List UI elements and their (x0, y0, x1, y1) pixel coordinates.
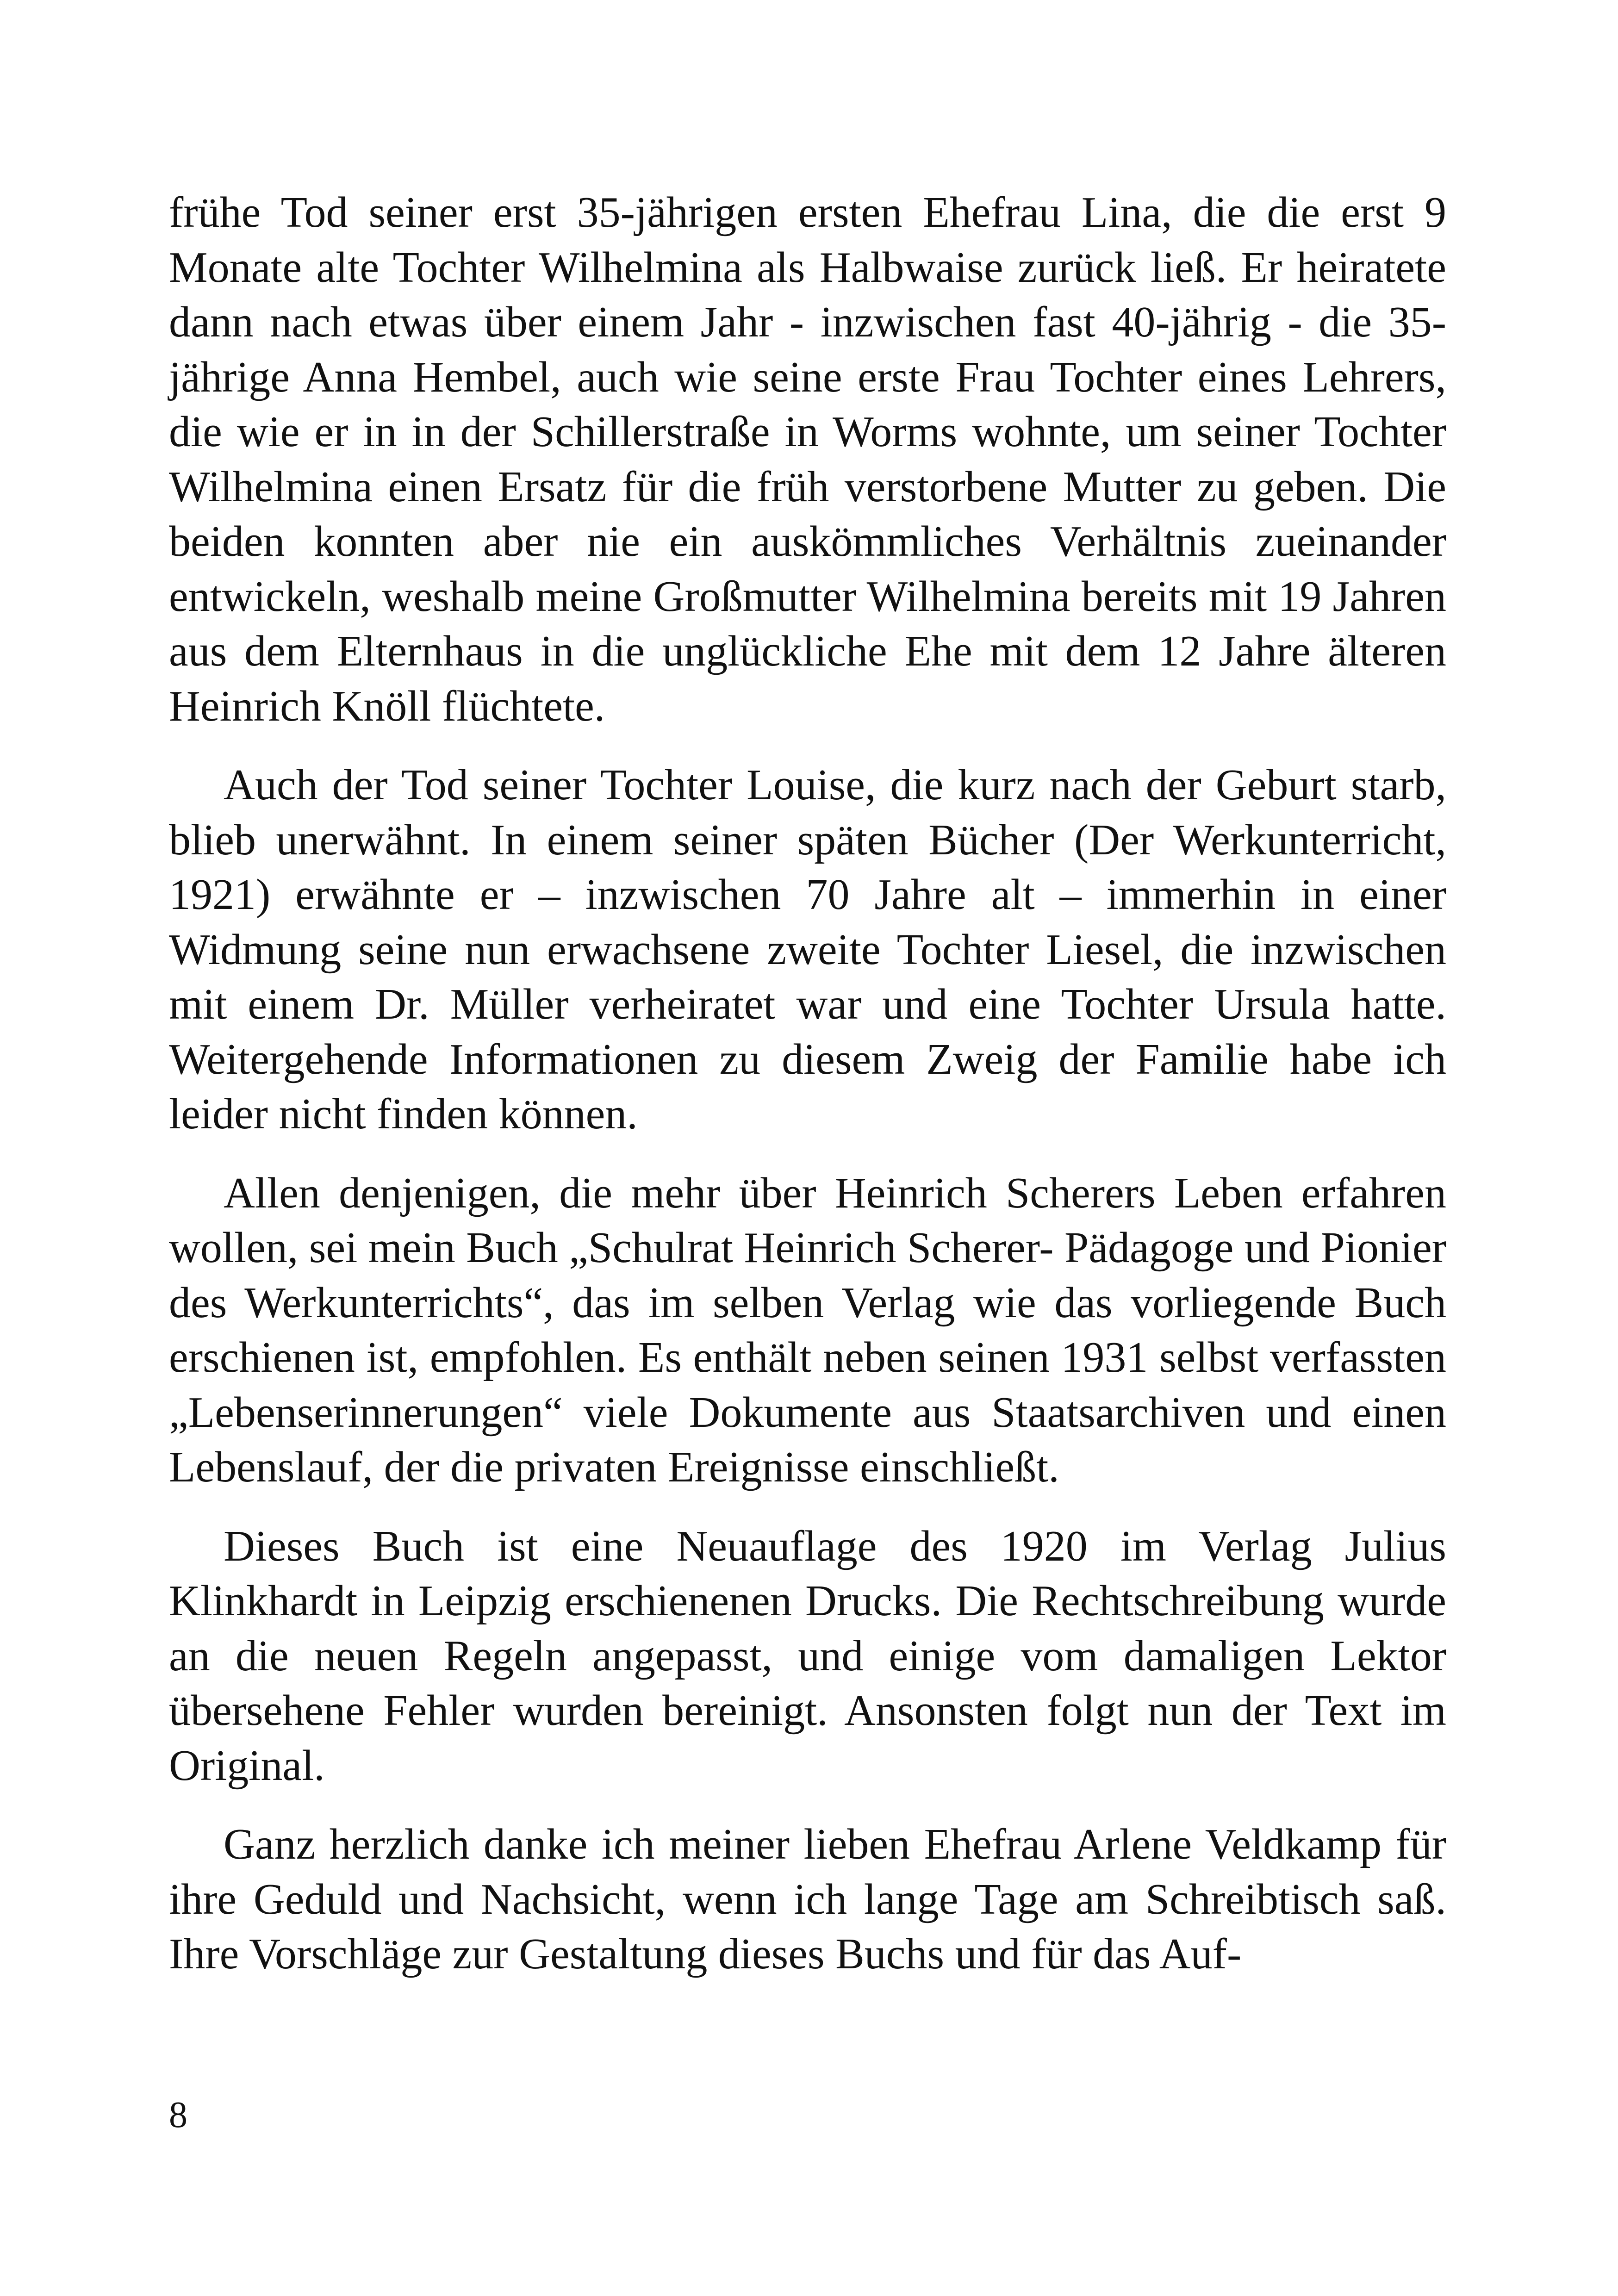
paragraph-1: frühe Tod seiner erst 35-jährigen ersten Ehefrau Lina, die die erst 9 Monate alte Tochter Wilhelmina als Halbwaise zurück ließ. Er heiratete dann nach etwas über einem Jahr - inzwischen fast 40-jährig - die 35-jährige Anna Hembel, auch wie seine erste Frau Tochter eines Lehrers, die wie er in in der Schillerstraße in Worms wohnte, um seiner Tochter Wilhelmina einen Ersatz für die früh verstorbene Mutter zu geben. Die beiden konnten aber nie ein auskömmliches Verhältnis zueinander entwickeln, weshalb meine Großmutter Wilhelmina bereits mit 19 Jahren aus dem Elternhaus in die unglückliche Ehe mit dem 12 Jahre älteren Heinrich Knöll flüchtete. (169, 188, 1446, 730)
paragraph-4: Dieses Buch ist eine Neuauflage des 1920 im Verlag Julius Klinkhardt in Leipzig erschienenen Drucks. Die Rechtschreibung wurde an die neuen Regeln angepasst, und einige vom damaligen Lektor übersehene Fehler wurden bereinigt. Ansonsten folgt nun der Text im Original. (169, 1522, 1446, 1790)
body-text (169, 185, 1446, 2006)
paragraph-2: Auch der Tod seiner Tochter Louise, die kurz nach der Geburt starb, blieb unerwähnt. In einem seiner späten Bücher (Der Werkunterricht, 1921) erwähnte er – inzwischen 70 Jahre alt – immerhin in einer Widmung seine nun erwachsene zweite Tochter Liesel, die inzwischen mit einem Dr. Müller verheiratet war und eine Tochter Ursula hatte. Weitergehende Informationen zu diesem Zweig der Familie habe ich leider nicht finden können. (169, 761, 1446, 1138)
page-number: 8 (169, 2095, 187, 2135)
paragraph-3: Allen denjenigen, die mehr über Heinrich Scherers Leben erfahren wollen, sei mein Buch „Schulrat Heinrich Scherer- Pädagoge und Pionier des Werkunterrichts“, das im selben Verlag wie das vorliegende Buch erschienen ist, empfohlen. Es enthält neben seinen 1931 selbst verfassten „Lebenserinnerungen“ viele Dokumente aus Staatsarchiven und einen Lebenslauf, der die privaten Ereignisse einschließt. (169, 1169, 1446, 1491)
paragraph-5: Ganz herzlich danke ich meiner lieben Ehefrau Arlene Veldkamp für ihre Geduld und Nachsicht, wenn ich lange Tage am Schreibtisch saß. Ihre Vorschläge zur Gestaltung dieses Buchs und für das Auf- (169, 1820, 1446, 1978)
